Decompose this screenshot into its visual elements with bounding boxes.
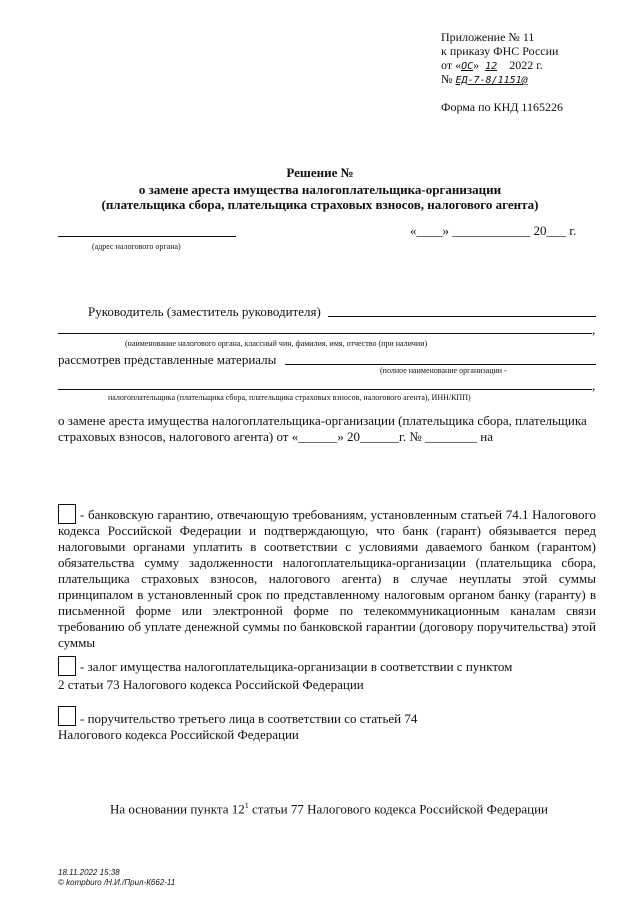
option-surety-text-2: Налогового кодекса Российской Федерации — [58, 727, 299, 742]
para-replacement-line2: страховых взносов, налогового агента) от «______» 20______г. № ________ на — [58, 429, 493, 444]
org-comma: , — [592, 378, 596, 393]
order-day-handwritten: ОС — [461, 61, 474, 72]
org-caption: (полное наименование организации - — [380, 366, 507, 375]
decision-title: Решение № — [286, 165, 354, 180]
head-line-1 — [328, 316, 596, 317]
order-date: от «ОС» 12 2022 г. — [441, 58, 543, 72]
option-surety-text-1: - поручительство третьего лица в соответствии со статьей 74 — [80, 711, 418, 726]
option-pledge-checkbox[interactable] — [58, 656, 76, 676]
org-caption-2: налогоплательщика (плательщика сбора, плательщика страховых взносов, налогового агента), ИНН/КПП) — [108, 393, 471, 402]
option-pledge-text-1: - залог имущества налогоплательщика-организации в соответствии с пунктом — [80, 659, 513, 674]
head-caption: (наименование налогового органа, классный чин, фамилия, имя, отчество (при наличии) — [125, 339, 428, 348]
head-line-2 — [58, 333, 592, 334]
option-surety-checkbox[interactable] — [58, 706, 76, 726]
form-code: Форма по КНД 1165226 — [441, 100, 563, 114]
reviewed-label: рассмотрев представленные материалы — [58, 352, 277, 367]
appendix-label: Приложение № 11 — [441, 30, 535, 44]
address-caption: (адрес налогового органа) — [92, 242, 181, 251]
order-number: № ЕД-7-8/1151@ — [441, 72, 528, 86]
order-number-handwritten: ЕД-7-8/1151@ — [455, 75, 528, 86]
order-month-handwritten: 12 — [485, 61, 498, 72]
org-line-1 — [285, 364, 596, 365]
copyright-icon: © — [58, 878, 64, 887]
org-line-2 — [58, 389, 592, 390]
decision-subtitle: о замене ареста имущества налогоплательщика-организации — [138, 182, 502, 197]
order-label: к приказу ФНС России — [441, 44, 559, 58]
footer-timestamp: 18.11.2022 15:38 — [58, 868, 120, 877]
basis-text: На основании пункта $12^1$ статьи 77 Налогового кодекса Российской Федерации — [110, 801, 549, 817]
option-pledge-text-2: 2 статьи 73 Налогового кодекса Российской Федерации — [58, 677, 364, 692]
decision-date-field: «____» ____________ 20___ г. — [410, 223, 577, 238]
para-replacement-line1: о замене ареста имущества налогоплательщика-организации (плательщика сбора, плательщика — [58, 413, 587, 428]
footer-file: © kompburo /Н.И./Прил-К662-11 — [58, 878, 176, 887]
head-comma: , — [592, 322, 596, 337]
address-line — [58, 236, 236, 237]
head-label: Руководитель (заместитель руководителя) — [88, 304, 321, 319]
decision-subtitle-2: (плательщика сбора, плательщика страховых взносов, налогового агента) — [101, 197, 539, 212]
option-bank-guarantee-text: - банковскую гарантию, отвечающую требованиям, установленным статьей 74.1 Налогового кодекса Российской Федерации и подтверждающую, что банк (гарант) обязывается перед налоговыми органами уплатить в соответствии с условиями даваемого банком (гарантом) обязательства сумму задолженности налогоплательщика-организации (плательщика сбора, плательщика страховых взносов, налогового агента) в случае неуплаты этой суммы принципалом в установленный срок по представленному налоговым органом банку (гаранту) в письменной форме или электронной форме по телекоммуникационным каналам связи требованию об уплате денежной суммы по банковской гарантии (договору поручительства) этой суммы — [58, 507, 596, 650]
